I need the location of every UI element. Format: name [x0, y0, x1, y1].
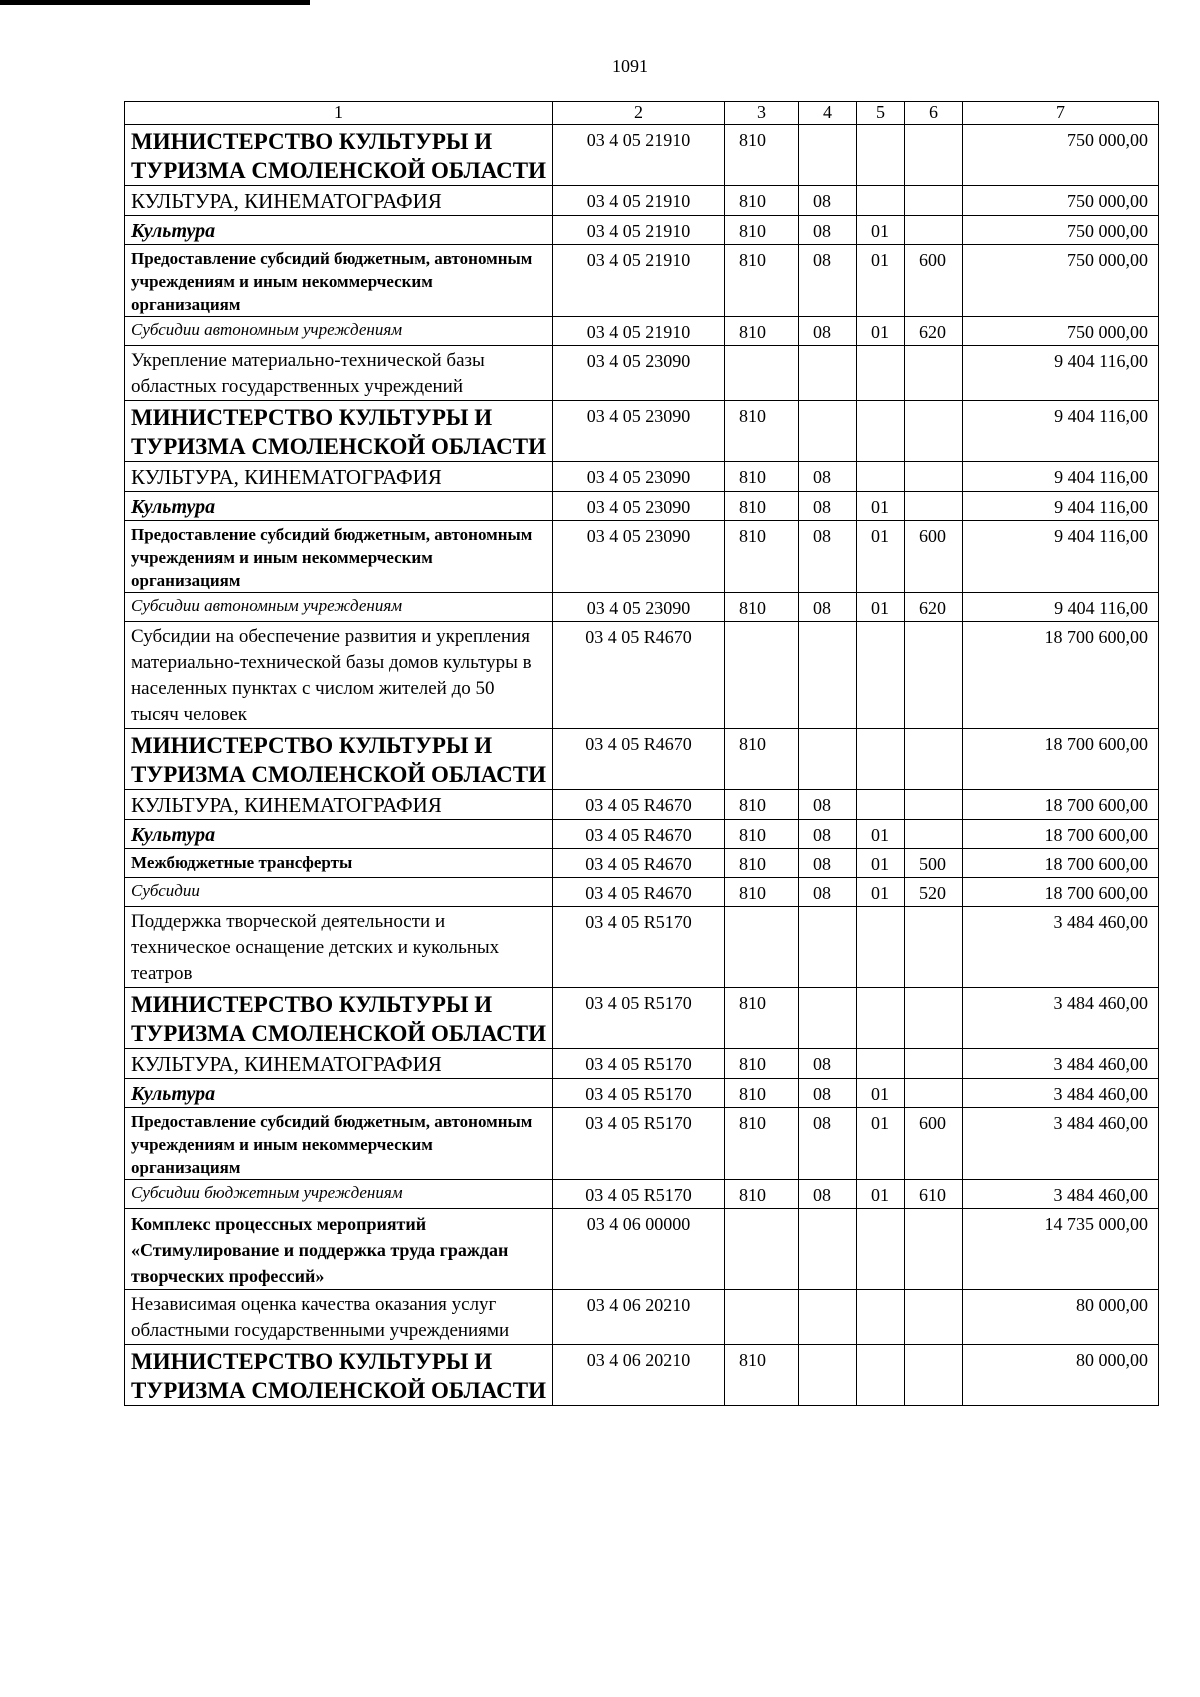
section-code-cell: 08: [799, 462, 857, 492]
amount-cell: 9 404 116,00: [963, 492, 1159, 521]
expense-type-cell: [905, 1290, 963, 1345]
expense-type-cell: [905, 186, 963, 216]
subsection-code-cell: 01: [857, 849, 905, 878]
section-code-cell: [799, 125, 857, 186]
table-row: [125, 1180, 1159, 1209]
amount-cell: 3 484 460,00: [963, 1049, 1159, 1079]
table-row: [125, 849, 1159, 878]
header-cell: 3: [725, 102, 799, 125]
section-code-cell: 08: [799, 1049, 857, 1079]
section-code-cell: [799, 729, 857, 790]
table-row: [125, 1079, 1159, 1108]
section-code-cell: 08: [799, 216, 857, 245]
section-code-cell: 08: [799, 186, 857, 216]
ministry-code-cell: 810: [725, 1108, 799, 1180]
target-code-cell: 03 4 05 R5170: [553, 1079, 725, 1108]
expense-type-cell: 610: [905, 1180, 963, 1209]
row-name-cell: Культура: [125, 1079, 553, 1108]
row-name-cell: Поддержка творческой деятельности и техническое оснащение детских и кукольных театров: [125, 907, 553, 988]
table-row: [125, 988, 1159, 1049]
ministry-code-cell: 810: [725, 790, 799, 820]
row-name-cell: Субсидии на обеспечение развития и укрепления материально-технической базы домов культуры в населенных пунктах с числом жителей до 50 тысяч человек: [125, 622, 553, 729]
section-code-cell: 08: [799, 878, 857, 907]
expense-type-cell: 520: [905, 878, 963, 907]
ministry-code-cell: [725, 1290, 799, 1345]
subsection-code-cell: 01: [857, 1108, 905, 1180]
target-code-cell: 03 4 05 R4670: [553, 820, 725, 849]
row-name-cell: Субсидии: [125, 878, 553, 907]
amount-cell: 3 484 460,00: [963, 1108, 1159, 1180]
table-row: [125, 401, 1159, 462]
subsection-code-cell: [857, 907, 905, 988]
header-row: [125, 102, 1159, 125]
target-code-cell: 03 4 05 23090: [553, 462, 725, 492]
top-rule: [0, 0, 310, 5]
ministry-code-cell: 810: [725, 317, 799, 346]
target-code-cell: 03 4 05 R4670: [553, 878, 725, 907]
row-name-cell: КУЛЬТУРА, КИНЕМАТОГРАФИЯ: [125, 186, 553, 216]
row-name-cell: Укрепление материально-технической базы областных государственных учреждений: [125, 346, 553, 401]
subsection-code-cell: [857, 790, 905, 820]
ministry-code-cell: 810: [725, 462, 799, 492]
subsection-code-cell: [857, 1290, 905, 1345]
amount-cell: 750 000,00: [963, 125, 1159, 186]
row-name-cell: Субсидии автономным учреждениям: [125, 593, 553, 622]
subsection-code-cell: 01: [857, 878, 905, 907]
subsection-code-cell: [857, 346, 905, 401]
table-row: [125, 492, 1159, 521]
target-code-cell: 03 4 05 21910: [553, 125, 725, 186]
amount-cell: 750 000,00: [963, 186, 1159, 216]
subsection-code-cell: [857, 1345, 905, 1406]
section-code-cell: [799, 1345, 857, 1406]
row-name-cell: КУЛЬТУРА, КИНЕМАТОГРАФИЯ: [125, 790, 553, 820]
expense-type-cell: [905, 1079, 963, 1108]
row-name-cell: КУЛЬТУРА, КИНЕМАТОГРАФИЯ: [125, 1049, 553, 1079]
table-row: [125, 729, 1159, 790]
table-row: [125, 125, 1159, 186]
amount-cell: 3 484 460,00: [963, 907, 1159, 988]
section-code-cell: [799, 346, 857, 401]
expense-type-cell: [905, 216, 963, 245]
row-name-cell: МИНИСТЕРСТВО КУЛЬТУРЫ И ТУРИЗМА СМОЛЕНСКОЙ ОБЛАСТИ: [125, 1345, 553, 1406]
target-code-cell: 03 4 06 20210: [553, 1290, 725, 1345]
section-code-cell: 08: [799, 790, 857, 820]
target-code-cell: 03 4 05 R5170: [553, 1049, 725, 1079]
target-code-cell: 03 4 06 20210: [553, 1345, 725, 1406]
amount-cell: 18 700 600,00: [963, 849, 1159, 878]
table-row: [125, 521, 1159, 593]
expense-type-cell: [905, 988, 963, 1049]
expense-type-cell: 600: [905, 521, 963, 593]
table-row: [125, 622, 1159, 729]
expense-type-cell: [905, 125, 963, 186]
expense-type-cell: 500: [905, 849, 963, 878]
subsection-code-cell: 01: [857, 593, 905, 622]
row-name-cell: Межбюджетные трансферты: [125, 849, 553, 878]
target-code-cell: 03 4 05 23090: [553, 521, 725, 593]
subsection-code-cell: [857, 186, 905, 216]
ministry-code-cell: 810: [725, 401, 799, 462]
header-cell: 6: [905, 102, 963, 125]
expense-type-cell: [905, 622, 963, 729]
amount-cell: 750 000,00: [963, 317, 1159, 346]
amount-cell: 18 700 600,00: [963, 878, 1159, 907]
row-name-cell: Независимая оценка качества оказания услуг областными государственными учреждениями: [125, 1290, 553, 1345]
expense-type-cell: 620: [905, 317, 963, 346]
table-row: [125, 878, 1159, 907]
section-code-cell: 08: [799, 317, 857, 346]
ministry-code-cell: 810: [725, 521, 799, 593]
row-name-cell: Культура: [125, 820, 553, 849]
row-name-cell: Культура: [125, 216, 553, 245]
section-code-cell: 08: [799, 593, 857, 622]
section-code-cell: 08: [799, 1180, 857, 1209]
target-code-cell: 03 4 05 23090: [553, 346, 725, 401]
row-name-cell: Субсидии автономным учреждениям: [125, 317, 553, 346]
subsection-code-cell: 01: [857, 1079, 905, 1108]
expense-type-cell: [905, 907, 963, 988]
row-name-cell: Культура: [125, 492, 553, 521]
table-row: [125, 790, 1159, 820]
expense-type-cell: [905, 1345, 963, 1406]
expense-type-cell: [905, 492, 963, 521]
target-code-cell: 03 4 05 21910: [553, 186, 725, 216]
row-name-cell: Предоставление субсидий бюджетным, автономным учреждениям и иным некоммерческим организациям: [125, 521, 553, 593]
amount-cell: 9 404 116,00: [963, 593, 1159, 622]
ministry-code-cell: [725, 907, 799, 988]
ministry-code-cell: 810: [725, 820, 799, 849]
row-name-cell: МИНИСТЕРСТВО КУЛЬТУРЫ И ТУРИЗМА СМОЛЕНСКОЙ ОБЛАСТИ: [125, 125, 553, 186]
row-name-cell: МИНИСТЕРСТВО КУЛЬТУРЫ И ТУРИЗМА СМОЛЕНСКОЙ ОБЛАСТИ: [125, 401, 553, 462]
amount-cell: 18 700 600,00: [963, 622, 1159, 729]
section-code-cell: 08: [799, 492, 857, 521]
table-row: [125, 462, 1159, 492]
expense-type-cell: [905, 346, 963, 401]
header-cell: 4: [799, 102, 857, 125]
subsection-code-cell: [857, 401, 905, 462]
amount-cell: 9 404 116,00: [963, 346, 1159, 401]
subsection-code-cell: 01: [857, 317, 905, 346]
row-name-cell: МИНИСТЕРСТВО КУЛЬТУРЫ И ТУРИЗМА СМОЛЕНСКОЙ ОБЛАСТИ: [125, 988, 553, 1049]
table-row: [125, 1209, 1159, 1290]
section-code-cell: 08: [799, 521, 857, 593]
table-row: [125, 1049, 1159, 1079]
amount-cell: 750 000,00: [963, 216, 1159, 245]
subsection-code-cell: 01: [857, 216, 905, 245]
section-code-cell: [799, 1209, 857, 1290]
ministry-code-cell: 810: [725, 125, 799, 186]
subsection-code-cell: 01: [857, 521, 905, 593]
budget-table: [124, 101, 1159, 1406]
section-code-cell: [799, 907, 857, 988]
ministry-code-cell: 810: [725, 492, 799, 521]
ministry-code-cell: 810: [725, 878, 799, 907]
amount-cell: 18 700 600,00: [963, 790, 1159, 820]
amount-cell: 9 404 116,00: [963, 462, 1159, 492]
ministry-code-cell: 810: [725, 1180, 799, 1209]
table-row: [125, 1345, 1159, 1406]
amount-cell: 3 484 460,00: [963, 1180, 1159, 1209]
section-code-cell: 08: [799, 245, 857, 317]
target-code-cell: 03 4 05 R4670: [553, 849, 725, 878]
subsection-code-cell: [857, 988, 905, 1049]
ministry-code-cell: 810: [725, 1345, 799, 1406]
expense-type-cell: [905, 1209, 963, 1290]
table-row: [125, 186, 1159, 216]
ministry-code-cell: 810: [725, 1079, 799, 1108]
expense-type-cell: [905, 820, 963, 849]
expense-type-cell: [905, 729, 963, 790]
expense-type-cell: [905, 790, 963, 820]
header-cell: 7: [963, 102, 1159, 125]
section-code-cell: [799, 1290, 857, 1345]
amount-cell: 14 735 000,00: [963, 1209, 1159, 1290]
header-cell: 2: [553, 102, 725, 125]
amount-cell: 18 700 600,00: [963, 820, 1159, 849]
expense-type-cell: [905, 1049, 963, 1079]
section-code-cell: 08: [799, 849, 857, 878]
target-code-cell: 03 4 05 21910: [553, 245, 725, 317]
target-code-cell: 03 4 05 R5170: [553, 1108, 725, 1180]
amount-cell: 750 000,00: [963, 245, 1159, 317]
ministry-code-cell: [725, 346, 799, 401]
target-code-cell: 03 4 05 R5170: [553, 907, 725, 988]
ministry-code-cell: 810: [725, 729, 799, 790]
amount-cell: 80 000,00: [963, 1345, 1159, 1406]
amount-cell: 18 700 600,00: [963, 729, 1159, 790]
table-row: [125, 1290, 1159, 1345]
ministry-code-cell: 810: [725, 186, 799, 216]
section-code-cell: 08: [799, 820, 857, 849]
row-name-cell: Предоставление субсидий бюджетным, автономным учреждениям и иным некоммерческим организациям: [125, 1108, 553, 1180]
section-code-cell: [799, 988, 857, 1049]
target-code-cell: 03 4 05 21910: [553, 317, 725, 346]
table-row: [125, 216, 1159, 245]
ministry-code-cell: 810: [725, 593, 799, 622]
row-name-cell: Предоставление субсидий бюджетным, автономным учреждениям и иным некоммерческим организациям: [125, 245, 553, 317]
ministry-code-cell: 810: [725, 216, 799, 245]
expense-type-cell: [905, 462, 963, 492]
subsection-code-cell: 01: [857, 820, 905, 849]
target-code-cell: 03 4 05 23090: [553, 593, 725, 622]
expense-type-cell: 600: [905, 1108, 963, 1180]
subsection-code-cell: [857, 462, 905, 492]
table-row: [125, 245, 1159, 317]
subsection-code-cell: 01: [857, 245, 905, 317]
expense-type-cell: [905, 401, 963, 462]
target-code-cell: 03 4 05 R4670: [553, 622, 725, 729]
header-cell: 5: [857, 102, 905, 125]
table-row: [125, 346, 1159, 401]
row-name-cell: КУЛЬТУРА, КИНЕМАТОГРАФИЯ: [125, 462, 553, 492]
page-number: 1091: [612, 56, 648, 76]
target-code-cell: 03 4 06 00000: [553, 1209, 725, 1290]
subsection-code-cell: [857, 729, 905, 790]
table-row: [125, 820, 1159, 849]
expense-type-cell: 600: [905, 245, 963, 317]
amount-cell: 9 404 116,00: [963, 401, 1159, 462]
subsection-code-cell: [857, 1209, 905, 1290]
target-code-cell: 03 4 05 R5170: [553, 988, 725, 1049]
header-cell: 1: [125, 102, 553, 125]
target-code-cell: 03 4 05 R5170: [553, 1180, 725, 1209]
amount-cell: 3 484 460,00: [963, 988, 1159, 1049]
target-code-cell: 03 4 05 R4670: [553, 790, 725, 820]
section-code-cell: [799, 401, 857, 462]
target-code-cell: 03 4 05 21910: [553, 216, 725, 245]
target-code-cell: 03 4 05 23090: [553, 492, 725, 521]
row-name-cell: МИНИСТЕРСТВО КУЛЬТУРЫ И ТУРИЗМА СМОЛЕНСКОЙ ОБЛАСТИ: [125, 729, 553, 790]
table-row: [125, 1108, 1159, 1180]
ministry-code-cell: [725, 622, 799, 729]
target-code-cell: 03 4 05 R4670: [553, 729, 725, 790]
row-name-cell: Комплекс процессных мероприятий «Стимулирование и поддержка труда граждан творческих профессий»: [125, 1209, 553, 1290]
subsection-code-cell: 01: [857, 1180, 905, 1209]
subsection-code-cell: [857, 622, 905, 729]
amount-cell: 3 484 460,00: [963, 1079, 1159, 1108]
ministry-code-cell: 810: [725, 1049, 799, 1079]
section-code-cell: 08: [799, 1108, 857, 1180]
amount-cell: 80 000,00: [963, 1290, 1159, 1345]
ministry-code-cell: 810: [725, 849, 799, 878]
row-name-cell: Субсидии бюджетным учреждениям: [125, 1180, 553, 1209]
section-code-cell: 08: [799, 1079, 857, 1108]
table-row: [125, 907, 1159, 988]
table-row: [125, 593, 1159, 622]
section-code-cell: [799, 622, 857, 729]
ministry-code-cell: [725, 1209, 799, 1290]
subsection-code-cell: [857, 1049, 905, 1079]
amount-cell: 9 404 116,00: [963, 521, 1159, 593]
ministry-code-cell: 810: [725, 988, 799, 1049]
subsection-code-cell: [857, 125, 905, 186]
expense-type-cell: 620: [905, 593, 963, 622]
ministry-code-cell: 810: [725, 245, 799, 317]
subsection-code-cell: 01: [857, 492, 905, 521]
table-row: [125, 317, 1159, 346]
target-code-cell: 03 4 05 23090: [553, 401, 725, 462]
